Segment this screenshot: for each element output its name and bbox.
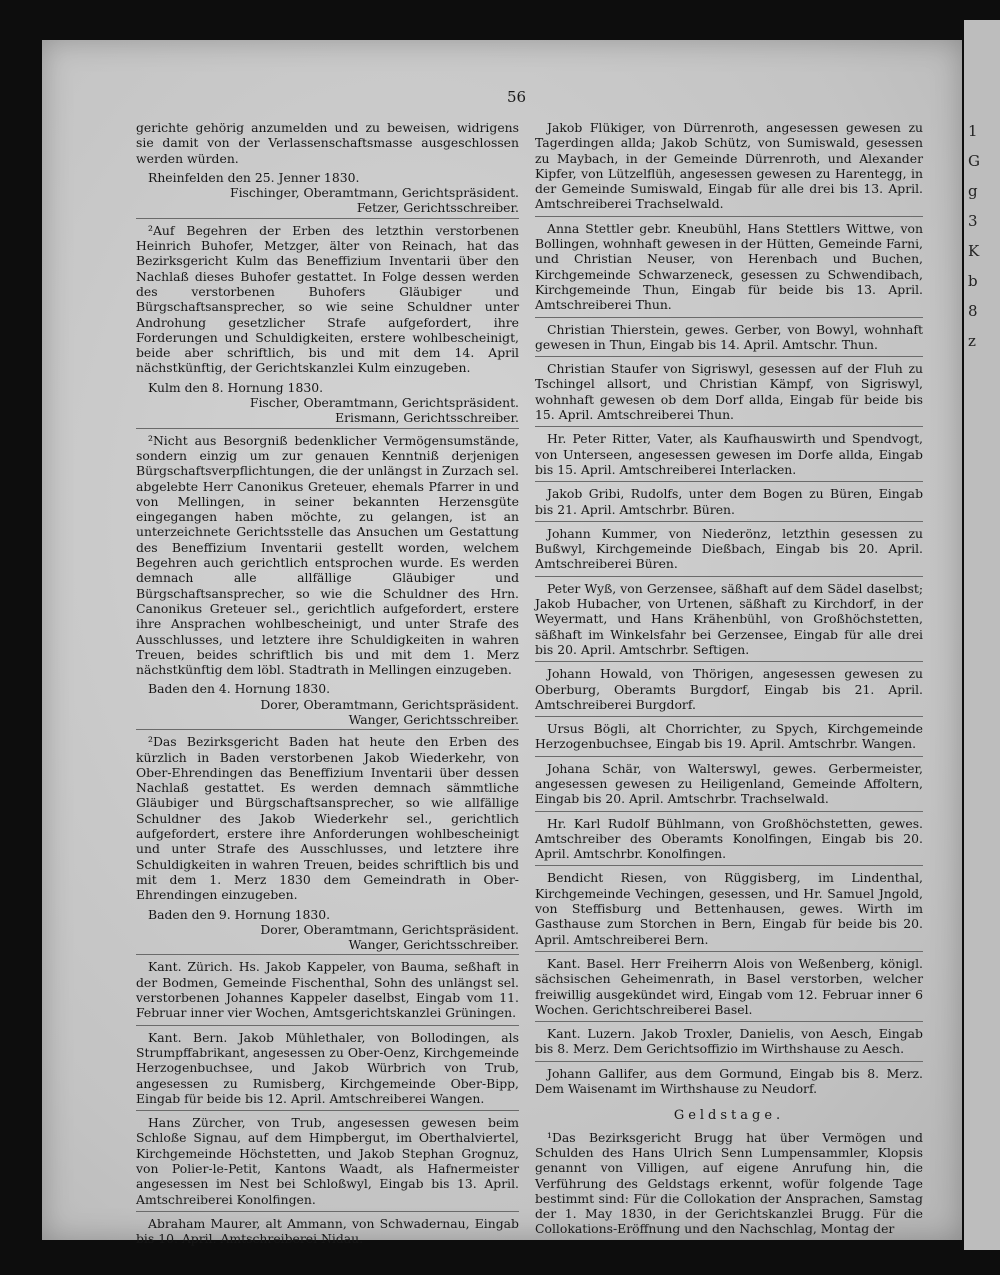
- edge-fragment: 8: [968, 302, 978, 320]
- left-column: [136, 120, 519, 1250]
- estate-entry: Anna Stettler gebr. Kneubühl, Hans Stettlers Wittwe, von Bollingen, wohnhaft gewesen in der Hütten, Gemeinde Farni, und Christian Neuser, von Herenbach und Buchen, Kirchgemeinde Schwarzeneck, gesessen zu Schwendibach, Kirchgemeinde Thun, Eingab für beide bis 13. April. Amtschreiberei Thun.: [535, 220, 923, 313]
- page-number: 56: [507, 88, 527, 106]
- notice-date: Baden den 9. Hornung 1830.: [148, 906, 331, 922]
- notice-paragraph: ²Auf Begehren der Erben des letzthin verstorbenen Heinrich Buhofer, Metzger, älter von Reinach, hat das Bezirksgericht Kulm das Beneffizium Inventarii über den Nachlaß dieses Buhofer gestattet. In Folge dessen werden des verstorbenen Buhofers Gläubiger und Bürgschaftsansprecher, so wie seine Schuldner unter Androhung gesetzlicher Strafe aufgefordert, ihre Forderungen und Schuldigkeiten, erstere wohlbescheinigt, beide aber schriftlich, bis und mit dem 14. April nächstkünftig, der Gerichtskanzlei Kulm einzugeben.: [136, 222, 519, 376]
- divider: [136, 954, 519, 955]
- divider: [535, 521, 923, 522]
- estate-entry: Christian Thierstein, gewes. Gerber, von Bowyl, wohnhaft gewesen in Thun, Eingab bis 14. April. Amtschr. Thun.: [535, 321, 923, 352]
- divider: [136, 1211, 519, 1212]
- estate-entry: Jakob Flükiger, von Dürrenroth, angesessen gewesen zu Tagerdingen allda; Jakob Schütz, von Sumiswald, gesessen zu Maybach, in der Gemeinde Dürrenroth, und Alexander Kipfer, von Lützelflüh, angesessen gewesen zu Harentegg, in der Gemeinde Sumiswald, Eingab für alle drei bis 13. April. Amtschreiberei Trachselwald.: [535, 120, 923, 212]
- edge-fragment: b: [968, 272, 978, 290]
- estate-entry: Ursus Bögli, alt Chorrichter, zu Spych, Kirchgemeinde Herzogenbuchsee, Eingab bis 19. April. Amtschrbr. Wangen.: [535, 721, 923, 752]
- notice-signature: Dorer, Oberamtmann, Gerichtspräsident.: [260, 696, 519, 712]
- divider: [535, 317, 923, 318]
- divider: [535, 576, 923, 577]
- estate-entry: Christian Staufer von Sigriswyl, gesessen auf der Fluh zu Tschingel allsort, und Christian Kämpf, von Sigriswyl, wohnhaft gewesen ob dem Dorf allda, Eingab für beide bis 15. April. Amtschreiberei Thun.: [535, 361, 923, 423]
- divider: [535, 661, 923, 662]
- notice-date: Kulm den 8. Hornung 1830.: [148, 379, 324, 395]
- divider: [535, 811, 923, 812]
- estate-entry: Abraham Maurer, alt Ammann, von Schwadernau, Eingab bis 10. April. Amtschreiberei Nidau.: [136, 1215, 519, 1247]
- notice-signature: Fischer, Oberamtmann, Gerichtspräsident.: [249, 395, 519, 411]
- divider: [136, 729, 519, 730]
- notice-date: Baden den 4. Hornung 1830.: [148, 681, 331, 697]
- estate-entry: Kant. Bern. Jakob Mühlethaler, von Bollodingen, als Strumpffabrikant, angesessen zu Ober-Oenz, Kirchgemeinde Herzogenbuchsee, und Jakob Würbrich von Trub, angesessen zu Rumisberg, Kirchgemeinde Ober-Bipp, Eingab für beide bis 12. April. Amtschreiberei Wangen.: [136, 1029, 519, 1106]
- divider: [535, 1021, 923, 1022]
- estate-entry: Hr. Peter Ritter, Vater, als Kaufhauswirth und Spendvogt, von Unterseen, angesessen gewesen im Dorfe allda, Eingab bis 15. April. Amtschreiberei Interlacken.: [535, 431, 923, 477]
- estate-entry: Jakob Gribi, Rudolfs, unter dem Bogen zu Büren, Eingab bis 21. April. Amtschrbr. Büren.: [535, 486, 923, 517]
- estate-entry: Kant. Basel. Herr Freiherrn Alois von Weßenberg, königl. sächsischen Geheimenrath, in Basel verstorben, welcher freiwillig ausgekündet wird, Eingab vom 12. Februar inner 6 Wochen. Gerichtschreiberei Basel.: [535, 955, 923, 1017]
- edge-fragment: z: [968, 332, 976, 350]
- edge-fragment: g: [968, 182, 978, 200]
- estate-entry: Johann Howald, von Thörigen, angesessen gewesen zu Oberburg, Oberamts Burgdorf, Eingab bis 21. April. Amtschreiberei Burgdorf.: [535, 666, 923, 712]
- divider: [535, 356, 923, 357]
- edge-fragment: G: [968, 152, 980, 170]
- notice-date: Rheinfelden den 25. Jenner 1830.: [148, 169, 360, 185]
- edge-fragment: K: [968, 242, 980, 260]
- notice-signature: Wanger, Gerichtsschreiber.: [348, 937, 519, 953]
- estate-entry: Johann Gallifer, aus dem Gormund, Eingab bis 8. Merz. Dem Waisenamt im Wirthshause zu Neudorf.: [535, 1065, 923, 1097]
- estate-entry: Hr. Karl Rudolf Bühlmann, von Großhöchstetten, gewes. Amtschreiber des Oberamts Konolfingen, Eingab bis 20. April. Amtschrbr. Konolfingen.: [535, 815, 923, 862]
- notice-signature: Erismann, Gerichtsschreiber.: [335, 410, 519, 426]
- adjacent-page-edge: [964, 20, 1000, 1250]
- divider: [535, 865, 923, 866]
- notice-signature: Fetzer, Gerichtsschreiber.: [356, 200, 519, 216]
- section-heading: Geldstage.: [673, 1108, 785, 1124]
- edge-fragment: 1: [968, 122, 978, 140]
- divider: [535, 951, 923, 952]
- estate-entry: Johann Kummer, von Niederönz, letzthin gesessen zu Bußwyl, Kirchgemeinde Dießbach, Eingab bis 20. April. Amtschreiberei Büren.: [535, 525, 923, 572]
- divider: [535, 716, 923, 717]
- divider: [535, 1061, 923, 1062]
- notice-paragraph: ²Nicht aus Besorgniß bedenklicher Vermögensumstände, sondern einzig um zur genauen Kenntniß derjenigen Bürgschaftsverpflichtungen, die der unlängst in Zurzach sel. abgelebte Herr Canonikus Greteuer, ehemals Pfarrer in und von Mellingen, in seiner bekannten Herzensgüte eingegangen haben möchte, zu gelangen, ist an unterzeichnete Gerichtsstelle das Ansuchen um Gestattung des Beneffizium Inventarii gestellt worden, welchem Begehren auch gerichtlich entsprochen wurde. Es werden demnach alle allfällige Gläubiger und Bürgschaftsansprecher, so wie die Schuldner des Hrn. Canonikus Greteuer sel., gerichtlich aufgefordert, erstere ihre Ansprachen wohlbescheinigt, und unter Strafe des Ausschlusses, und letztere ihre Schuldigkeiten in wahren Treuen, beides schriftlich bis und mit dem 1. Merz nächstkünftig dem löbl. Stadtrath in Mellingen einzugeben.: [136, 432, 519, 678]
- estate-entry: Hans Zürcher, von Trub, angesessen gewesen beim Schloße Signau, auf dem Himpbergut, im Oberthalviertel, Kirchgemeinde Höchstetten, und Jakob Stephan Grognuz, von Polier-le-Petit, Kantons Waadt, als Hafnermeister angesessen im Nest bei Schloßwyl, Eingab bis 13. April. Amtschreiberei Konolfingen.: [136, 1115, 519, 1207]
- divider: [535, 481, 923, 482]
- divider: [136, 1110, 519, 1111]
- divider: [136, 428, 519, 429]
- estate-entry: Kant. Zürich. Hs. Jakob Kappeler, von Bauma, seßhaft in der Bodmen, Gemeinde Fischenthal, Sohn des unlängst sel. verstorbenen Johannes Kappeler daselbst, Eingab vom 11. Februar inner vier Wochen, Amtsgerichtskanzlei Grüningen.: [136, 959, 519, 1021]
- divider: [535, 216, 923, 217]
- right-column: [535, 120, 923, 1241]
- estate-entry: Kant. Luzern. Jakob Troxler, Danielis, von Aesch, Eingab bis 8. Merz. Dem Gerichtsoffizio im Wirthshause zu Aesch.: [535, 1026, 923, 1057]
- notice-paragraph: ¹Das Bezirksgericht Brugg hat über Vermögen und Schulden des Hans Ulrich Senn Lumpensammler, Klopsis genannt von Villigen, auf eigene Anrufung hin, die Verführung des Geldstags erkennt, wofür folgende Tage bestimmt sind: Für die Collokation der Ansprachen, Samstag der 1. May 1830, in der Gerichtskanzlei Brugg. Für die Collokations-Eröffnung und den Nachschlag, Montag der: [535, 1129, 923, 1237]
- notice-signature: Dorer, Oberamtmann, Gerichtspräsident.: [260, 921, 519, 937]
- divider: [136, 1025, 519, 1026]
- notice-continuation: gerichte gehörig anzumelden und zu beweisen, widrigens sie damit von der Verlassenschaftsmasse ausgeschlossen werden würden.: [136, 120, 519, 166]
- notice-paragraph: ²Das Bezirksgericht Baden hat heute den Erben des kürzlich in Baden verstorbenen Jakob Wiederkehr, von Ober-Ehrendingen das Beneffizium Inventarii über dessen Nachlaß gestattet. Es werden demnach sämmtliche Gläubiger und Bürgschaftsansprecher, so wie allfällige Schuldner des Jakob Wiederkehr sel., gerichtlich aufgefordert, erstere ihre Anforderungen wohlbescheinigt und unter Strafe des Ausschlusses, und letztere ihre Schuldigkeiten in wahren Treuen, beides schriftlich bis und mit dem 1. Merz 1830 dem Gemeindrath in Ober-Ehrendingen einzugeben.: [136, 734, 519, 903]
- estate-entry: Peter Wyß, von Gerzensee, säßhaft auf dem Sädel daselbst; Jakob Hubacher, von Urtenen, säßhaft zu Kirchdorf, in der Weyermatt, und Hans Krähenbühl, von Großhöchstetten, säßhaft im Winkelsfahr bei Gerzensee, Eingab für alle drei bis 20. April. Amtschrbr. Seftigen.: [535, 580, 923, 657]
- divider: [136, 218, 519, 219]
- divider: [535, 756, 923, 757]
- estate-entry: Bendicht Riesen, von Rüggisberg, im Lindenthal, Kirchgemeinde Vechingen, gesessen, und Hr. Samuel Jngold, von Steffisburg und Bettenhausen, gewes. Wirth im Gasthause zum Storchen in Bern, Eingab für beide bis 20. April. Amtschreiberei Bern.: [535, 870, 923, 947]
- divider: [535, 426, 923, 427]
- edge-fragment: 3: [968, 212, 978, 230]
- notice-signature: Wanger, Gerichtsschreiber.: [348, 711, 519, 727]
- estate-entry: Johana Schär, von Walterswyl, gewes. Gerbermeister, angesessen gewesen zu Heiligenland, Gemeinde Affoltern, Eingab bis 20. April. Amtschrbr. Trachselwald.: [535, 760, 923, 807]
- notice-signature: Fischinger, Oberamtmann, Gerichtspräsident.: [229, 185, 519, 201]
